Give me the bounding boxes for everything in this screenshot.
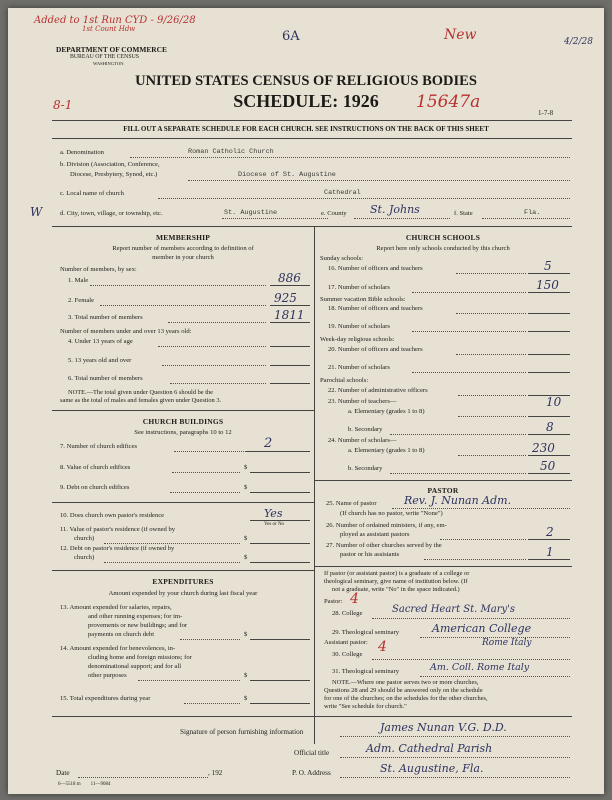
pastor-education-mark: 4 bbox=[350, 591, 359, 607]
scholars-elementary-label: a. Elementary (grades 1 to 8) bbox=[348, 447, 425, 454]
pastor-note-4: write "See schedule for church." bbox=[324, 703, 407, 710]
male-value: 886 bbox=[278, 271, 301, 285]
edifice-debt-dollar: $ bbox=[244, 484, 248, 491]
annotation-date: 4/2/28 bbox=[564, 37, 593, 47]
edifice-value-label: 8. Value of church edifices bbox=[60, 464, 131, 471]
pastor-name-value: Rev. J. Nunan Adm. bbox=[404, 494, 512, 507]
under-13-label: 4. Under 13 years of age bbox=[68, 338, 133, 345]
teachers-secondary-label: b. Secondary bbox=[348, 426, 383, 433]
membership-heading: MEMBERSHIP bbox=[155, 233, 211, 242]
pastor-seminary-extra: Rome Italy bbox=[482, 638, 532, 648]
signature-value: James Nunan V.G. D.D. bbox=[380, 721, 507, 734]
membership-note-2: same as the total of males and females given under Question 3. bbox=[60, 397, 222, 404]
residence-value-label-1: 11. Value of pastor's residence (if owned by bbox=[60, 526, 176, 533]
yes-no-hint: Yes or No bbox=[264, 522, 285, 527]
q13-line-1: 13. Amount expended for salaries, repairs, bbox=[60, 604, 172, 611]
official-title-value: Adm. Cathedral Parish bbox=[366, 742, 493, 755]
q14-line-2: cluding home and foreign missions; for bbox=[88, 654, 192, 661]
assistant-seminary-value: Am. Coll. Rome Italy bbox=[430, 662, 530, 673]
admin-officers-label: 22. Number of administrative officers bbox=[328, 387, 428, 394]
membership-intro-1: Report number of members according to definition of bbox=[112, 245, 254, 252]
local-name-value: Cathedral bbox=[324, 189, 361, 197]
assistant-pastors-label-1: 26. Number of ordained ministers, if any, em- bbox=[326, 522, 447, 529]
scholars-elementary-value: 230 bbox=[532, 441, 555, 455]
q14-line-1: 14. Amount expended for benevolences, in- bbox=[60, 645, 176, 652]
other-churches-label-1: 27. Number of other churches served by the bbox=[326, 542, 442, 549]
female-label: 2. Female bbox=[68, 297, 95, 304]
schedule-code: 1-7-8 bbox=[538, 109, 554, 117]
date-year: , 192 bbox=[208, 769, 223, 777]
expenditures-heading: EXPENDITURES bbox=[152, 577, 214, 586]
q15-dollar: $ bbox=[244, 695, 248, 702]
residence-debt-label-1: 12. Debt on pastor's residence (if owned by bbox=[60, 545, 175, 552]
bureau-label: BUREAU OF THE CENSUS bbox=[70, 54, 139, 60]
annotation-schedule-number: 15647a bbox=[416, 92, 481, 112]
sunday-officers-label: 16. Number of officers and teachers bbox=[328, 265, 423, 272]
pastor-college-label: 28. College bbox=[332, 610, 363, 617]
other-churches-value: 1 bbox=[546, 545, 554, 559]
county-value: St. Johns bbox=[370, 203, 420, 216]
members-by-sex-label: Number of members, by sex: bbox=[60, 266, 137, 273]
q13-line-3: provements or new buildings; and for bbox=[88, 622, 188, 629]
city-town-value: St. Augustine bbox=[224, 209, 278, 217]
assistant-college-label: 30. College bbox=[332, 651, 363, 658]
assistant-pastors-label-2: ployed as assistant pastors bbox=[340, 531, 410, 538]
schools-intro: Report here only schools conducted by this church bbox=[376, 245, 510, 252]
q14-dollar: $ bbox=[244, 672, 248, 679]
annotation-new: New bbox=[444, 27, 477, 43]
buildings-intro: See instructions, paragraphs 10 to 12 bbox=[134, 429, 232, 436]
total-members-value: 1811 bbox=[274, 308, 305, 322]
division-label-2: Diocese, Presbytery, Synod, etc.) bbox=[70, 171, 158, 178]
residence-value-label-2: church) bbox=[74, 535, 95, 542]
teachers-elementary-label: a. Elementary (grades 1 to 8) bbox=[348, 408, 425, 415]
pastor-name-label: 25. Name of pastor bbox=[326, 500, 377, 507]
assistant-seminary-label: 31. Theological seminary bbox=[332, 668, 400, 675]
male-label: 1. Male bbox=[68, 277, 89, 284]
assistant-education-mark: 4 bbox=[378, 639, 387, 655]
scholars-secondary-value: 50 bbox=[540, 459, 556, 473]
pastor-education-label: Pastor: bbox=[324, 598, 343, 605]
signature-label: Signature of person furnishing information bbox=[180, 728, 304, 736]
weekday-officers-label: 20. Number of officers and teachers bbox=[328, 346, 423, 353]
po-address-value: St. Augustine, Fla. bbox=[380, 762, 484, 775]
sunday-scholars-value: 150 bbox=[536, 278, 559, 292]
pastor-seminary-value: American College bbox=[432, 622, 532, 635]
teachers-label: 23. Number of teachers— bbox=[328, 398, 397, 405]
annotation-first-count: 1st Count Hdw bbox=[82, 25, 136, 33]
total-members-label: 3. Total number of members bbox=[68, 314, 143, 321]
graduate-intro-1: If pastor (or assistant pastor) is a graduate of a college or bbox=[324, 570, 470, 577]
sunday-officers-value: 5 bbox=[544, 259, 552, 273]
other-churches-label-2: pastor or his assistants bbox=[340, 551, 400, 558]
schedule-title: SCHEDULE: 1926 bbox=[233, 91, 379, 111]
local-name-label: c. Local name of church bbox=[60, 190, 124, 197]
annotation-6a: 6A bbox=[282, 29, 300, 44]
official-title-label: Official title bbox=[294, 749, 330, 757]
scholars-secondary-label: b. Secondary bbox=[348, 465, 383, 472]
weekday-scholars-label: 21. Number of scholars bbox=[328, 364, 390, 371]
annotation-added-to-run: Added to 1st Run CYD - 9/26/28 bbox=[34, 15, 196, 26]
pastor-college-value: Sacred Heart St. Mary's bbox=[392, 604, 516, 615]
age-intro-label: Number of members under and over 13 years old: bbox=[60, 328, 192, 335]
denomination-label: a. Denomination bbox=[60, 149, 104, 156]
teachers-secondary-value: 8 bbox=[546, 420, 554, 434]
church-edifices-label: 7. Number of church edifices bbox=[60, 443, 138, 450]
city-town-label: d. City, town, village, or township, etc. bbox=[60, 210, 163, 217]
department-label: DEPARTMENT OF COMMERCE bbox=[56, 45, 167, 54]
parochial-schools-label: Parochial schools: bbox=[320, 377, 369, 384]
over-13-label: 5. 13 years old and over bbox=[68, 357, 132, 364]
total-members-age-label: 6. Total number of members bbox=[68, 375, 143, 382]
state-value: Fla. bbox=[524, 209, 541, 217]
scholars-label: 24. Number of scholars— bbox=[328, 437, 397, 444]
residence-debt-dollar: $ bbox=[244, 554, 248, 561]
sunday-schools-label: Sunday schools: bbox=[320, 255, 364, 262]
division-value: Diocese of St. Augustine bbox=[238, 171, 336, 179]
summer-schools-label: Summer vacation Bible schools: bbox=[320, 296, 406, 303]
q14-line-4: other purposes bbox=[88, 672, 127, 679]
membership-intro-2: member in your church bbox=[152, 254, 214, 261]
graduate-intro-3: not a graduate, write "No" in the space indicated.) bbox=[332, 586, 460, 593]
teachers-elementary-value: 10 bbox=[546, 395, 562, 409]
pastor-note-3: for one of the churches; on the schedules for the other churches, bbox=[324, 695, 488, 702]
date-label: Date bbox=[56, 769, 70, 777]
assistant-education-label: Assistant pastor: bbox=[324, 639, 368, 646]
annotation-w: W bbox=[30, 205, 43, 219]
buildings-heading: CHURCH BUILDINGS bbox=[142, 417, 224, 426]
denomination-value: Roman Catholic Church bbox=[188, 148, 274, 156]
print-codes: 6—5518 m 11—9084 bbox=[58, 782, 111, 787]
schools-heading: CHURCH SCHOOLS bbox=[405, 233, 481, 242]
po-address-label: P. O. Address bbox=[292, 769, 331, 777]
weekday-schools-label: Week-day religious schools: bbox=[320, 336, 395, 343]
state-label: f. State bbox=[454, 210, 473, 217]
pastor-note-2: Questions 28 and 29 should be answered only on the schedule bbox=[324, 687, 483, 694]
q13-dollar: $ bbox=[244, 631, 248, 638]
q13-line-2: and other running expenses; for im- bbox=[88, 613, 183, 620]
separate-schedule-instruction: FILL OUT A SEPARATE SCHEDULE FOR EACH CHURCH. SEE INSTRUCTIONS ON THE BACK OF THIS SHEET bbox=[123, 125, 489, 133]
pastor-seminary-label: 29. Theological seminary bbox=[332, 629, 400, 636]
pastor-name-note: (If church has no pastor, write "None") bbox=[340, 510, 443, 517]
owns-residence-label: 10. Does church own pastor's residence bbox=[60, 512, 165, 519]
pastor-note-1: NOTE.—Where one pastor serves two or more churches, bbox=[332, 679, 479, 686]
annotation-8-1: 8-1 bbox=[53, 98, 73, 112]
edifice-debt-label: 9. Debt on church edifices bbox=[60, 484, 130, 491]
form-title: UNITED STATES CENSUS OF RELIGIOUS BODIES bbox=[135, 73, 477, 89]
edifice-value-dollar: $ bbox=[244, 464, 248, 471]
membership-note-1: NOTE.—The total given under Question 6 should be the bbox=[68, 389, 214, 396]
census-schedule-sheet bbox=[8, 8, 604, 794]
sunday-scholars-label: 17. Number of scholars bbox=[328, 284, 390, 291]
residence-debt-label-2: church) bbox=[74, 554, 95, 561]
assistant-pastors-value: 2 bbox=[546, 525, 554, 539]
graduate-intro-2: theological seminary, give name of institution below. (If bbox=[324, 578, 468, 585]
q13-line-4: payments on church debt bbox=[88, 631, 155, 638]
expenditures-intro: Amount expended by your church during last fiscal year bbox=[108, 590, 258, 597]
summer-scholars-label: 19. Number of scholars bbox=[328, 323, 390, 330]
total-expenditures-label: 15. Total expenditures during year bbox=[60, 695, 151, 702]
residence-value-dollar: $ bbox=[244, 535, 248, 542]
owns-residence-value: Yes bbox=[264, 507, 283, 520]
county-label: e. County bbox=[321, 210, 347, 217]
pastor-heading: PASTOR bbox=[427, 486, 459, 495]
q14-line-3: denominational support; and for all bbox=[88, 663, 182, 670]
summer-officers-label: 18. Number of officers and teachers bbox=[328, 305, 423, 312]
female-value: 925 bbox=[274, 291, 297, 305]
church-edifices-value: 2 bbox=[264, 436, 273, 451]
city-label: WASHINGTON bbox=[93, 61, 124, 66]
division-label-1: b. Division (Association, Conference, bbox=[60, 161, 160, 168]
